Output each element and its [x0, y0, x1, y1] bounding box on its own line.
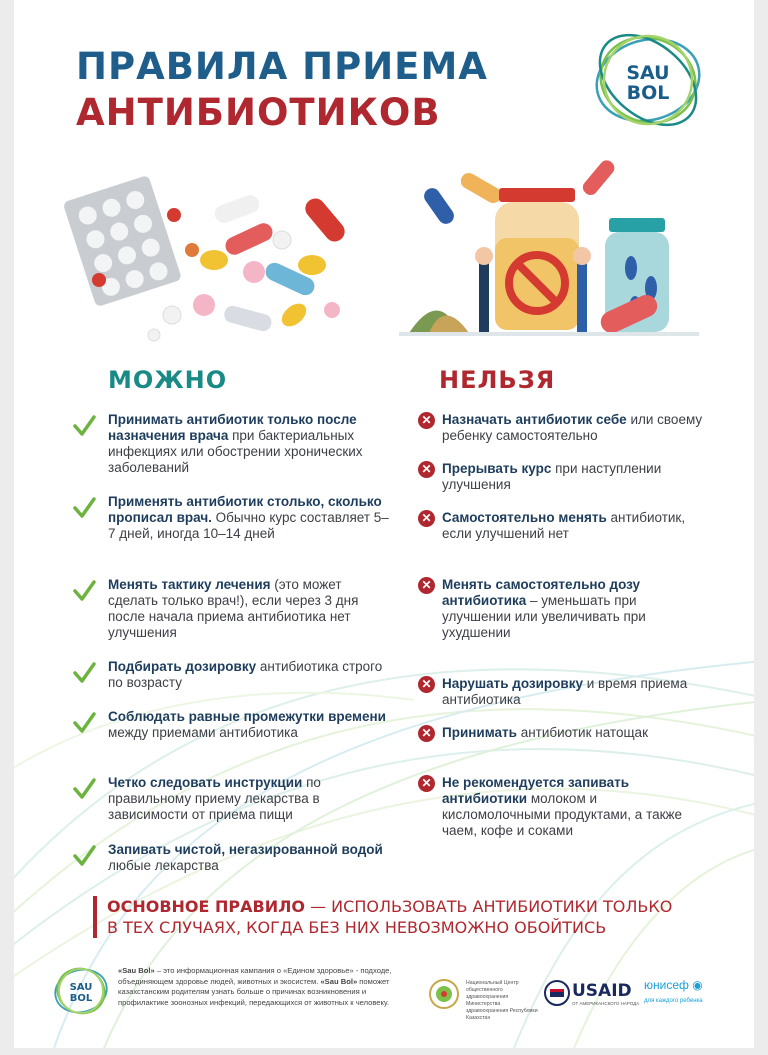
cannot-item [421, 725, 704, 741]
unicef-globe-icon: ◉ [692, 978, 703, 992]
poster [14, 0, 754, 1048]
cross-icon: ✕ [418, 510, 435, 527]
cross-icon: ✕ [418, 775, 435, 792]
unicef-subtext: для каждого ребенка [644, 998, 703, 1004]
usaid-seal-icon [544, 980, 570, 1006]
footer-sau-bol-logo [52, 962, 110, 1020]
cross-icon: ✕ [418, 676, 435, 693]
footer-description [118, 966, 418, 1008]
logo-text-bottom: BOL [626, 82, 670, 104]
footer-text-2: поможет казахстанским родителям узнать больше о причинах возникновения и профилактике зоонозных инфекций, передающихся от животных к человеку. [118, 976, 390, 1007]
unicef-text: юнисеф ◉ [644, 978, 703, 992]
footer-brand: «Sau Bol» [118, 966, 155, 975]
cannot-item-text: или своему ребенку самостоятельно [442, 412, 703, 443]
sau-bol-logo [588, 30, 708, 130]
partner-ncph [428, 978, 538, 1021]
can-item-bold: Менять тактику лечения [108, 577, 271, 592]
can-item-bold: Четко следовать инструкции [108, 775, 303, 790]
ncph-text: Национальный Центр общественного здравоохранения Министерства здравоохранения Республики Казахстан [466, 980, 538, 1021]
can-item-bold: Запивать чистой, негазированной водой [108, 842, 383, 857]
cannot-item-text: антибиотик натощак [516, 725, 648, 740]
can-item-text: при бактериальных инфекциях или обострении хронических заболеваний [108, 428, 363, 475]
main-rule [93, 896, 687, 938]
can-item-text: (это может сделать только врач!), если через 3 дня после начала приема антибиотика нет улучшения [108, 577, 359, 640]
cannot-item [421, 461, 704, 493]
main-rule-text: — ИСПОЛЬЗОВАТЬ АНТИБИОТИКИ ТОЛЬКО В ТЕХ СЛУЧАЯХ, КОГДА БЕЗ НИХ НЕВОЗМОЖНО ОБОЙТИСЬ [107, 897, 673, 937]
cannot-item-bold: Не рекомендуется запивать антибиотики [442, 775, 630, 806]
cannot-item-bold: Нарушать дозировку [442, 676, 583, 691]
main-rule-bold: ОСНОВНОЕ ПРАВИЛО [107, 897, 305, 916]
pills-illustration [64, 160, 364, 355]
footer-logo-bottom: BOL [69, 993, 93, 1004]
cannot-item [421, 412, 704, 444]
ncph-emblem-icon [428, 978, 460, 1010]
can-heading: МОЖНО [108, 366, 228, 394]
cannot-item-text: антибиотик, если улучшений нет [442, 510, 686, 541]
checkmark-icon [72, 496, 96, 520]
can-item [108, 659, 393, 691]
footer-text-1: – это информационная кампания о «Едином здоровье» - подходе, объединяющем здоровье людей, животных и экосистем. [118, 966, 392, 986]
can-item-bold: Соблюдать равные промежутки времени [108, 709, 386, 724]
can-item-text: по правильному приему лекарства в зависимости от приема пищи [108, 775, 321, 822]
can-item-text: Обычно курс составляет 5–7 дней, иногда 10–14 дней [108, 510, 389, 541]
checkmark-icon [72, 661, 96, 685]
cannot-item [421, 510, 704, 542]
usaid-text: USAID [572, 981, 632, 1001]
footer-logo-top: SAU [69, 982, 93, 993]
cannot-item-bold: Назначать антибиотик себе [442, 412, 627, 427]
cannot-item-text: при наступлении улучшения [442, 461, 662, 492]
logo-text-top: SAU [626, 62, 670, 84]
footer-brand-2: «Sau Bol» [320, 976, 358, 986]
cannot-item [421, 775, 704, 839]
title-line-2: АНТИБИОТИКОВ [76, 91, 441, 134]
cannot-heading: НЕЛЬЗЯ [439, 366, 556, 394]
can-item [108, 412, 393, 476]
cannot-item-text: – уменьшать при улучшении или увеличивать при ухудшении [442, 593, 646, 640]
checkmark-icon [72, 579, 96, 603]
cannot-item-bold: Самостоятельно менять [442, 510, 607, 525]
cannot-item-bold: Прерывать курс [442, 461, 552, 476]
partner-usaid [544, 978, 640, 1012]
can-item [108, 494, 393, 542]
cannot-item-text: и время приема антибиотика [442, 676, 688, 707]
page-title [76, 44, 488, 136]
cross-icon: ✕ [418, 412, 435, 429]
can-item-text: между приемами антибиотика [108, 725, 298, 740]
checkmark-icon [72, 711, 96, 735]
can-item-bold: Применять антибиотик столько, сколько прописал врач. [108, 494, 382, 525]
title-line-1: ПРАВИЛА ПРИЕМА [76, 45, 488, 88]
checkmark-icon [72, 414, 96, 438]
cannot-item [421, 676, 704, 708]
partner-unicef [644, 978, 724, 1012]
can-item [108, 577, 393, 641]
bottles-illustration [399, 158, 699, 348]
cross-icon: ✕ [418, 461, 435, 478]
can-item-text: любые лекарства [108, 858, 219, 873]
can-item [108, 842, 393, 874]
cannot-item-text: молоком и кисломолочными продуктами, а также чаем, кофе и соками [442, 791, 683, 838]
can-item-bold: Подбирать дозировку [108, 659, 257, 674]
checkmark-icon [72, 777, 96, 801]
cross-icon: ✕ [418, 725, 435, 742]
checkmark-icon [72, 844, 96, 868]
cross-icon: ✕ [418, 577, 435, 594]
cannot-item-bold: Менять самостоятельно дозу антибиотика [442, 577, 641, 608]
can-item-bold: Принимать антибиотик только после назначения врача [108, 412, 357, 443]
can-item-text: антибиотика строго по возрасту [108, 659, 383, 690]
cannot-item-bold: Принимать [442, 725, 517, 740]
can-item [108, 709, 393, 741]
cannot-item [421, 577, 704, 641]
usaid-subtext: ОТ АМЕРИКАНСКОГО НАРОДА [572, 1001, 640, 1006]
can-item [108, 775, 393, 823]
